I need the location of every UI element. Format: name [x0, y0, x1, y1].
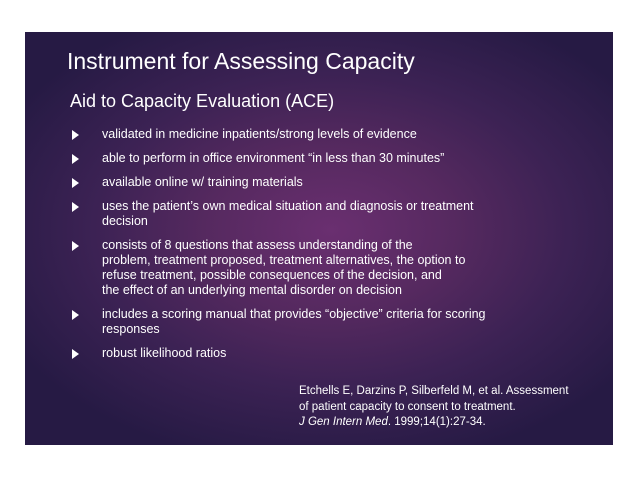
- bullet-item: [72, 151, 572, 166]
- triangle-right-icon: [72, 349, 79, 359]
- citation-line-3: [299, 415, 569, 431]
- bullet-text: available online w/ training materials: [102, 175, 303, 189]
- triangle-right-icon: [72, 154, 79, 164]
- bullet-list: [72, 127, 572, 370]
- bullet-item: [72, 175, 572, 190]
- presentation-slide: [25, 32, 613, 445]
- triangle-right-icon: [72, 130, 79, 140]
- bullet-text: uses the patient’s own medical situation and diagnosis or treatment decision: [102, 199, 474, 228]
- bullet-text: consists of 8 questions that assess understanding of the problem, treatment proposed, treatment alternatives, the option to refuse treatment, possible consequences of the decision, and the effect of an underlying mental disorder on decision: [102, 238, 466, 297]
- slide-subtitle: Aid to Capacity Evaluation (ACE): [70, 91, 335, 111]
- citation-line-1: Etchells E, Darzins P, Silberfeld M, et al. Assessment: [299, 385, 569, 397]
- triangle-right-icon: [72, 178, 79, 188]
- bullet-item: [72, 346, 572, 361]
- bullet-text: able to perform in office environment “in less than 30 minutes”: [102, 151, 445, 165]
- citation-line-2: of patient capacity to consent to treatment.: [299, 400, 516, 413]
- triangle-right-icon: [72, 202, 79, 212]
- citation: [299, 384, 569, 431]
- triangle-right-icon: [72, 310, 79, 320]
- bullet-text: validated in medicine inpatients/strong levels of evidence: [102, 127, 417, 141]
- bullet-text: robust likelihood ratios: [102, 346, 227, 360]
- citation-details: . 1999;14(1):27-34.: [387, 416, 486, 428]
- slide-title: Instrument for Assessing Capacity: [67, 48, 415, 74]
- bullet-item: [72, 127, 572, 142]
- bullet-item: [72, 238, 572, 298]
- citation-journal: J Gen Intern Med: [299, 416, 388, 428]
- bullet-item: [72, 199, 572, 229]
- bullet-item: [72, 307, 572, 337]
- triangle-right-icon: [72, 241, 79, 251]
- bullet-text: includes a scoring manual that provides “objective” criteria for scoring responses: [102, 307, 486, 336]
